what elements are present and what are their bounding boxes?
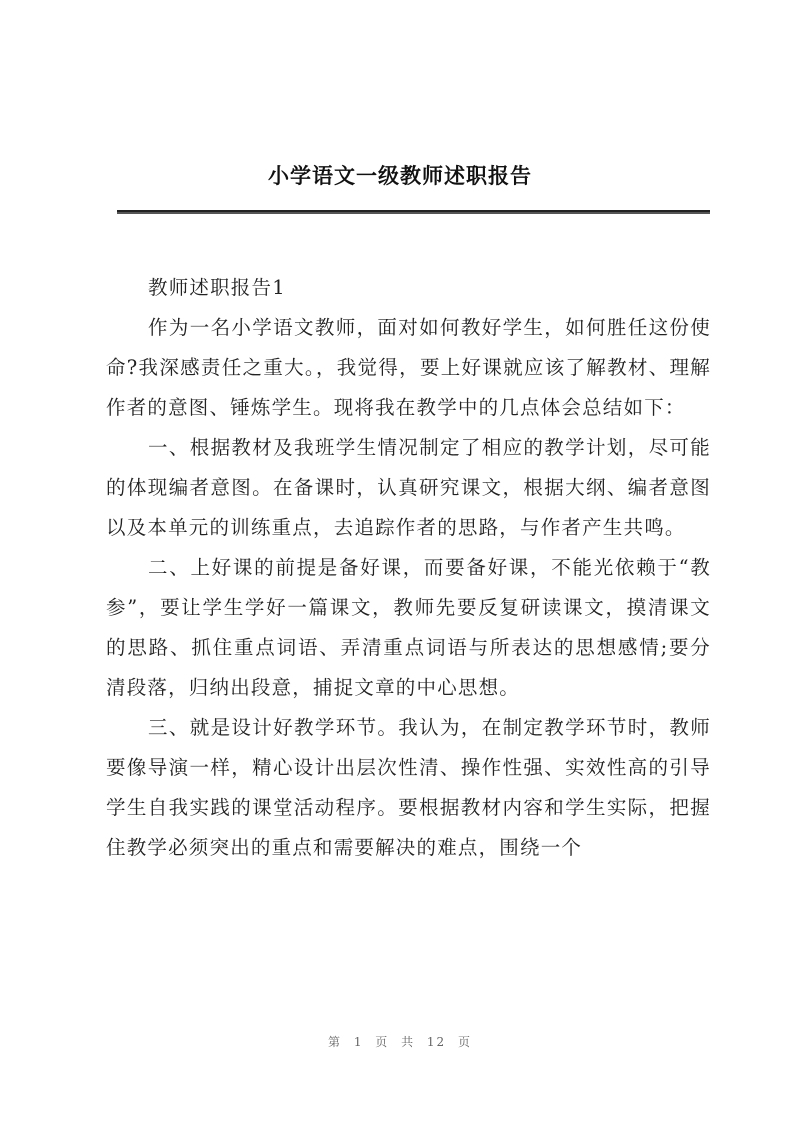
page-number-footer: 第 1 页 共 12 页 bbox=[328, 1035, 472, 1049]
paragraph-intro: 作为一名小学语文教师，面对如何教好学生，如何胜任这份使命?我深感责任之重大。，我觉得，要上好课就应该了解教材、理解作者的意图、锤炼学生。现将我在教学中的几点体会总结如下： bbox=[106, 316, 711, 419]
paragraph-point-two: 二、上好课的前提是备好课，而要备好课，不能光依赖于“教参”，要让学生学好一篇课文，教师先要反复研读课文，摸清课文的思路、抓住重点词语、弄清重点词语与所表达的思想感情;要分清段落，归纳出段意，捕捉文章的中心思想。 bbox=[106, 556, 711, 699]
paragraph-report-heading: 教师述职报告1 bbox=[148, 276, 286, 299]
document-body bbox=[106, 268, 711, 868]
title-divider bbox=[117, 210, 710, 212]
paragraph-point-three: 三、就是设计好教学环节。我认为，在制定教学环节时，教师要像导演一样，精心设计出层次性清、操作性强、实效性高的引导学生自我实践的课堂活动程序。要根据教材内容和学生实际，把握住教学必须突出的重点和需要解决的难点，围绕一个 bbox=[106, 716, 711, 859]
page-title: 小学语文一级教师述职报告 bbox=[268, 163, 532, 188]
paragraph-point-one: 一、根据教材及我班学生情况制定了相应的教学计划，尽可能的体现编者意图。在备课时，认真研究课文，根据大纲、编者意图以及本单元的训练重点，去追踪作者的思路，与作者产生共鸣。 bbox=[106, 436, 711, 539]
